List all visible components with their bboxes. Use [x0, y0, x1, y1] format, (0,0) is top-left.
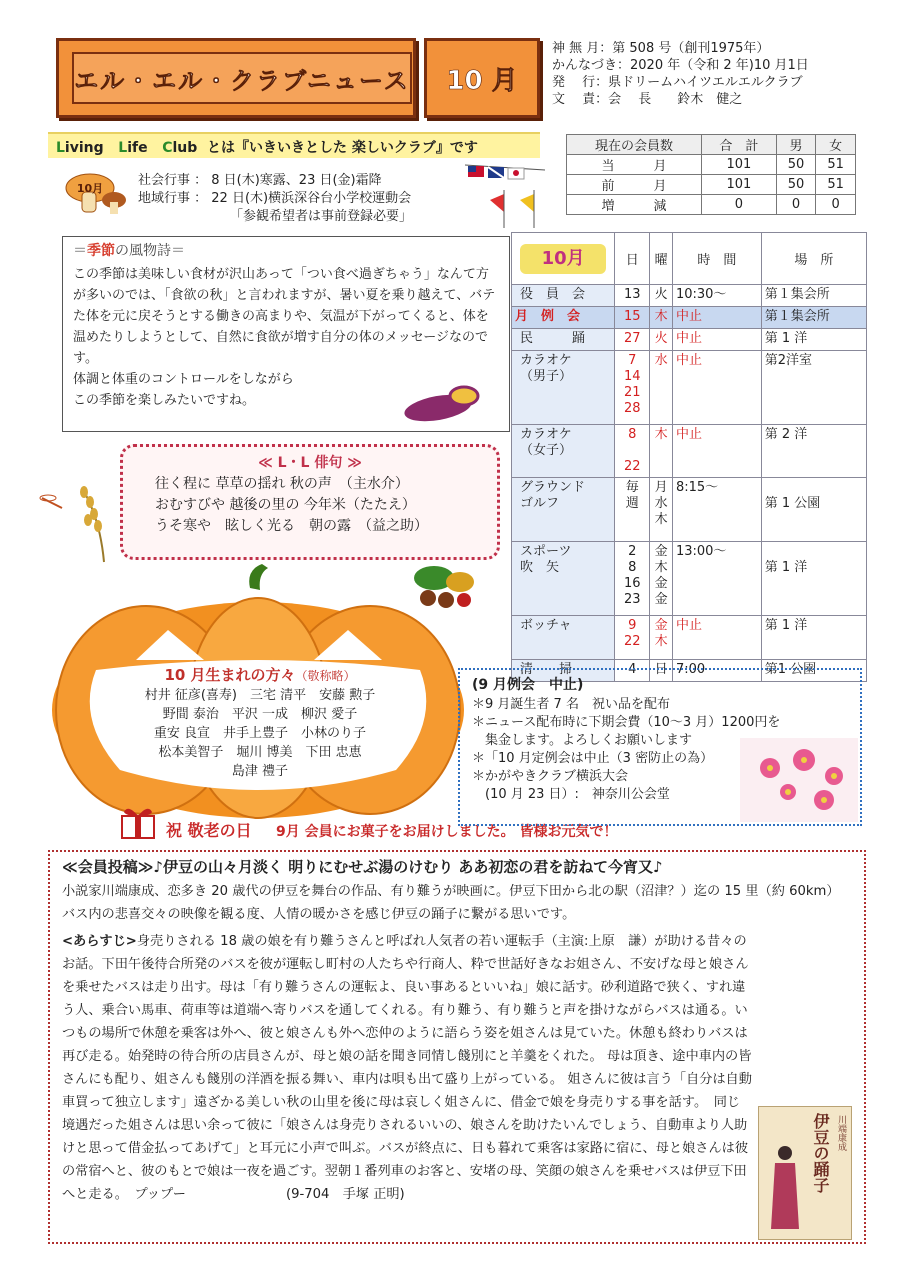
birthday-line: 島津 禮子	[231, 764, 289, 779]
info-line: 文 責：会 長 鈴木 健之	[552, 92, 743, 107]
schedule-place: 第2洋室	[761, 351, 866, 425]
events-block	[138, 172, 478, 226]
table-row	[512, 478, 867, 542]
member-article	[48, 850, 866, 1244]
article-synopsis: <あらすじ>身売りされる 18 歳の娘を有り難うさんと呼ばれ人気者の若い運転手（主演:上原 謙）が助ける昔々のお話。下田午後待合所発のバスを彼が運転し町村の人たちや行商人、粋で世話好きなお姐さん、不安げな母と娘さんを乗せたバスは走り出す。母は「有り難うさんの運転よ、良い事あるといいね」娘に話す。砂利道路で狭く、すれ違う人、乗合い馬車、荷車等は道端へ寄りバスを通してくれる。有り難う、有り難うと声を掛けながらバスは通る。いつもの場所で休憩を乗客は外へ、彼と娘さんも外へ恋仲のように語らう姿を姐さんは見ていた。休憩も終わりバスは再び走る。始発時の待合所の店員さんが、母と娘の話を聞き同情し餞別にと羊羹をくれた。 母は頂き、途中車内の皆さんにも配り、姐さんも餞別の洋酒を振る舞い、車内は唄も出て盛り上がっている。 姐さんに彼は言う「自分は自動車買って独立します」遠ざかる美しい秋の山里を後に母は哀しく姐さんに、借金で娘を身売りする事を話す。 同じ境遇だった姐さんは思い余って彼に「娘さんは身売りされるいいの、娘さんを助けたいんでしょう、自動車より人助けと思って借金払ってあげて」と耳元に小声で叫ぶ。バスが終点に、日も暮れて乗客は家路に宿に、母と娘さんは彼の常宿へと、彼のもとで娘は一夜を過ごす。翌朝１番列車のお客と、安堵の母、笑顔の娘さんを乗せバスは伊豆下田へと走る。 プップー (9-704 手塚 正明)	[62, 934, 752, 1202]
schedule-place: 第１集会所	[761, 307, 866, 329]
month-logo: 10月	[520, 244, 606, 274]
table-row	[512, 307, 867, 329]
sept-line: ＊「10 月定例会は中止（3 密防止の為）	[472, 751, 714, 766]
schedule-day: 15	[615, 307, 650, 329]
sept-line: ＊かがやきクラブ横浜大会	[472, 769, 629, 784]
schedule-weekday: 水	[650, 351, 673, 425]
birthday-line: 重安 良宣 井手上豊子 小林のり子	[153, 726, 367, 741]
schedule-weekday: 金 木	[650, 616, 673, 660]
schedule-day: 2 8 16 23	[615, 542, 650, 616]
schedule-activity: 清 掃	[512, 660, 615, 682]
schedule-weekday: 火	[650, 285, 673, 307]
schedule-time: 中止	[672, 351, 761, 425]
schedule-time: 7:00	[672, 660, 761, 682]
newsletter-title: エル・エル・クラブニュース	[72, 52, 412, 104]
birthdays-title: 10 月生まれの方々（敬称略）	[164, 666, 356, 684]
table-row	[512, 542, 867, 616]
schedule-place: 第 1 洋	[761, 329, 866, 351]
book-author: 川端康成	[836, 1115, 846, 1151]
schedule-place: 第1 公園	[761, 660, 866, 682]
publication-info	[552, 40, 852, 108]
table-row: 増 減 0 0 0	[567, 195, 856, 215]
sweet-potato-icon	[398, 382, 488, 424]
book-title: 伊豆の踊子	[811, 1113, 830, 1193]
schedule-activity: スポーツ 吹 矢	[512, 542, 615, 616]
schedule-place: 第１集会所	[761, 285, 866, 307]
table-header-row: 現在の会員数 合 計 男 女	[567, 135, 856, 155]
badge-label: 10月	[76, 182, 104, 195]
table-header-row: 10月 日 曜 時 間 場 所	[512, 233, 867, 285]
article-intro: 小説家川端康成、恋多き 20 歳代の伊豆を舞台の作品、有り難うが映画に。伊豆下田から北の駅（沼津？）迄の 15 里（約 60km）バス内の悲喜交々の映像を観る度、人情の暖かさを感じ伊豆の踊子に繋がる思いです。	[62, 884, 840, 922]
schedule-day: 9 22	[615, 616, 650, 660]
essay-title: ＝季節の風物詩＝	[73, 243, 185, 259]
schedule-table	[511, 232, 867, 682]
info-line: 発 行：県ドリームハイツエルエルクラブ	[552, 75, 803, 90]
event-line: 社会行事 ： 8 日(木)寒露、23 日(金)霜降	[138, 173, 382, 188]
haiku-line: うそ寒や 眩しく光る 朝の露 （益之助）	[155, 518, 428, 534]
schedule-weekday: 木	[650, 307, 673, 329]
birthday-line: 村井 征彦(喜寿) 三宅 清平 安藤 勲子	[144, 688, 376, 703]
keiro-message: 9月 会員にお菓子をお届けしました。 皆様お元気で！	[276, 824, 618, 840]
schedule-weekday: 火	[650, 329, 673, 351]
table-row	[512, 351, 867, 425]
birthday-line: 野間 泰治 平沢 一成 柳沢 愛子	[162, 707, 358, 722]
motto-text: とは『いきいきとした 楽しいクラブ』です	[207, 140, 478, 156]
schedule-weekday: 木	[650, 425, 673, 478]
info-line: かんなづき：2020 年（令和 2 年)10 月1日	[552, 58, 809, 73]
table-row	[512, 285, 867, 307]
haiku-line: おむすびや 越後の里の 今年米（たたえ）	[155, 497, 416, 513]
schedule-time: 中止	[672, 616, 761, 660]
birthday-line: 松本美智子 堀川 博美 下田 忠恵	[158, 745, 362, 760]
schedule-activity: カラオケ （男子）	[512, 351, 615, 425]
sept-line: (10 月 23 日）: 神奈川公会堂	[472, 787, 670, 802]
table-row: 前 月 101 50 51	[567, 175, 856, 195]
schedule-activity: ボッチャ	[512, 616, 615, 660]
schedule-time: 10:30～	[672, 285, 761, 307]
cosmos-flowers-icon	[740, 738, 858, 822]
schedule-place: 第 1 洋	[761, 616, 866, 660]
mushroom-badge-icon	[62, 170, 128, 216]
schedule-time: 8:15～	[672, 478, 761, 542]
birthdays-block	[100, 666, 420, 781]
dancer-icon	[765, 1143, 805, 1233]
schedule-weekday: 月 水 木	[650, 478, 673, 542]
schedule-day: 8 22	[615, 425, 650, 478]
table-row: 当 月 101 50 51	[567, 155, 856, 175]
haiku-title: ≪ L・L 俳句 ≫	[258, 455, 362, 471]
haiku-line: 往く程に 草草の揺れ 秋の声 （主水介）	[155, 476, 409, 492]
october-schedule	[511, 232, 867, 682]
schedule-activity: 役 員 会	[512, 285, 615, 307]
essay-body: この季節は美味しい食材が沢山あって「つい食べ過ぎちゃう」なんて方が多いのでは、「食欲の秋」と言われますが、暑い夏を乗り越えて、バテた体を元に戻そうとする働きの高まりや、気温が下がってくると、体を温めたりしようとして、自然に食欲が増す自分の体のメッセージなのです。 体調と体重のコントロールをしながら この季節を楽しみたいですね。	[73, 267, 496, 408]
sept-line: 集金します。よろしくお願いします	[472, 733, 692, 748]
schedule-place: 第 2 洋	[761, 425, 866, 478]
book-cover-image	[758, 1106, 852, 1240]
schedule-time: 中止	[672, 329, 761, 351]
schedule-day: 7 14 21 28	[615, 351, 650, 425]
schedule-place: 第 1 洋	[761, 542, 866, 616]
table-row	[512, 616, 867, 660]
schedule-day: 27	[615, 329, 650, 351]
schedule-activity: グラウンド ゴルフ	[512, 478, 615, 542]
schedule-day: 毎 週	[615, 478, 650, 542]
schedule-time: 13:00～	[672, 542, 761, 616]
info-line: 神 無 月：第 508 号（創刊1975年）	[552, 41, 770, 56]
schedule-activity: 月 例 会	[512, 307, 615, 329]
keiro-title: 祝 敬老の日	[166, 821, 252, 840]
schedule-weekday: 金 木 金 金	[650, 542, 673, 616]
table-row	[512, 425, 867, 478]
dragonfly-rice-icon	[34, 468, 124, 564]
article-title: ≪会員投稿≫♪伊豆の山々月淡く 明りにむせぶ湯のけむり ああ初恋の君を訪ねて今宵又♪	[62, 858, 663, 876]
schedule-place: 第 1 公園	[761, 478, 866, 542]
schedule-activity: 民 踊	[512, 329, 615, 351]
article-signature: (9-704 手塚 正明)	[285, 1187, 405, 1202]
member-count-table	[566, 134, 856, 215]
sept-line: ＊ニュース配布時に下期会費（10～3 月）1200円を	[472, 715, 781, 730]
schedule-body	[512, 285, 867, 682]
event-note: 「参観希望者は事前登録必要」	[230, 209, 413, 224]
sept-line: ＊9 月誕生者 7 名 祝い品を配布	[472, 697, 670, 712]
table-row	[512, 329, 867, 351]
schedule-time: 中止	[672, 307, 761, 329]
issue-month: 10 月	[424, 38, 540, 118]
schedule-time: 中止	[672, 425, 761, 478]
schedule-activity: カラオケ （女子）	[512, 425, 615, 478]
schedule-day: 4	[615, 660, 650, 682]
club-motto: Living Life Club とは『いきいきとした 楽しいクラブ』です	[48, 132, 540, 158]
schedule-day: 13	[615, 285, 650, 307]
schedule-weekday: 日	[650, 660, 673, 682]
sept-title: (9 月例会 中止)	[472, 677, 584, 693]
haiku-box	[120, 444, 500, 560]
event-line: 地域行事 ： 22 日(木)横浜深谷台小学校運動会	[138, 191, 412, 206]
